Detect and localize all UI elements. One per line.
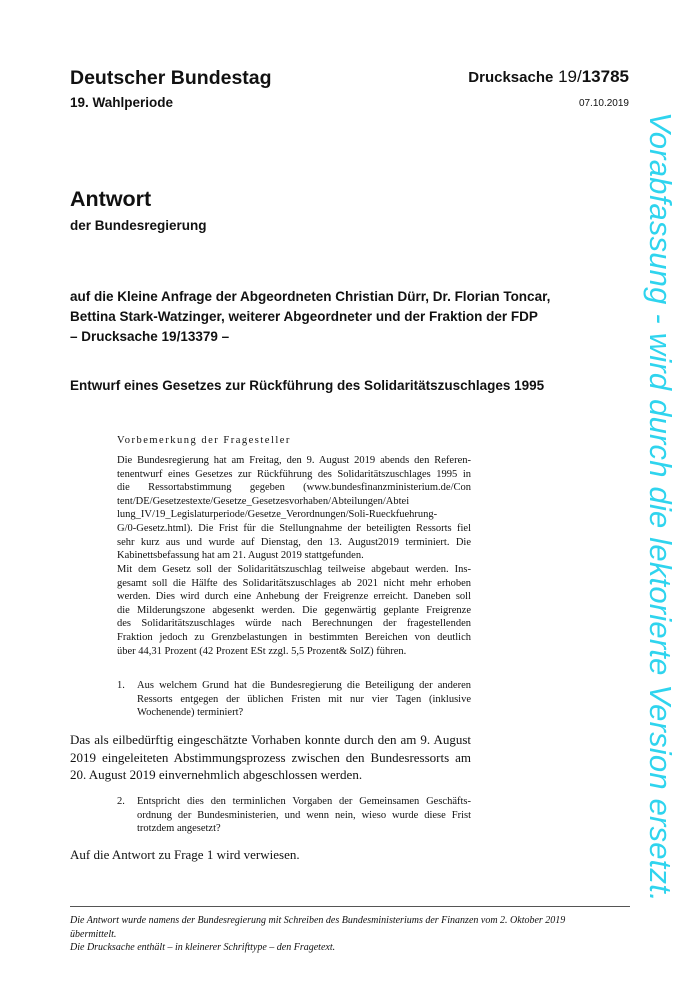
text-line: Die Bundesregierung hat am Freitag, den 9. August 2019 abends den Referen- [117, 455, 471, 466]
preliminary-remark-heading: Vorbemerkung der Fragesteller [117, 435, 291, 446]
text-line: Mit dem Gesetz soll der Solidaritätszuschlag teilweise abgebaut werden. Ins- [117, 564, 471, 575]
text-line: Kabinettsbefassung hat am 21. August 2019 stattgefunden. [117, 550, 364, 562]
drucksache-number [468, 67, 629, 87]
text-line: die Milderungszone abgesenkt werden. Die gegenwärtig geplante Freigrenze [117, 604, 471, 616]
document-subject: Entwurf eines Gesetzes zur Rückführung des Solidaritätszuschlages 1995 [70, 378, 545, 393]
document-title: Antwort [70, 187, 152, 211]
inquiry-line: – Drucksache 19/13379 – [70, 329, 230, 344]
text-line: G/0-Gesetz.html). Die Frist für die Stellungnahme der beteiligten Ressorts fiel [117, 522, 471, 534]
text-line: 2019 eingeleiteten Abstimmungsprozess zwischen den Bundesressorts am [70, 749, 471, 765]
text-line: tent/DE/Gesetzestexte/Gesetze_Gesetzesvorhaben/Abteilungen/Abtei [117, 495, 410, 507]
text-line: lung_IV/19_Legislaturperiode/Gesetze_Verordnungen/Soli-Rueckfuehrung- [117, 509, 438, 521]
drucksache-label: Drucksache [468, 69, 554, 86]
drucksache-period: 19/ [558, 67, 582, 86]
wahlperiode: 19. Wahlperiode [70, 95, 174, 110]
answer-2: Auf die Antwort zu Frage 1 wird verwiesen. [70, 847, 300, 862]
text-line: Ressorts entgegen der üblichen Fristen mit nur vier Tagen (inklusive [137, 693, 471, 705]
question-2 [117, 795, 471, 836]
footer-note [70, 914, 640, 955]
document-subtitle: der Bundesregierung [70, 218, 207, 233]
answer-1 [70, 731, 471, 784]
watermark-text: Vorabfassung - wird durch die lektorierte Version ersetzt. [643, 112, 678, 902]
text-line: ordnung der Bundesministerien, und wenn nein, wieso wurde diese Frist [137, 809, 471, 821]
text-line: die Ressortabstimmung gegeben (www.bundesfinanzministerium.de/Con [117, 482, 471, 494]
footer-line: übermittelt. [70, 928, 117, 940]
text-line: des Solidaritätszuschlages würde nach Berechnungen der fragestellenden [117, 618, 471, 630]
inquiry-reference [70, 287, 630, 347]
inquiry-line: Bettina Stark-Watzinger, weiterer Abgeordneter und der Fraktion der FDP [70, 309, 538, 324]
preliminary-remark-paragraph-2 [117, 563, 471, 658]
preliminary-version-watermark [638, 112, 678, 902]
document-date: 07.10.2019 [578, 98, 629, 109]
text-line: sehr kurz aus und wurde auf Dienstag, den 13. August2019 terminiert. Die [117, 536, 471, 548]
question-1 [117, 679, 471, 720]
footer-line: Die Antwort wurde namens der Bundesregierung mit Schreiben des Bundesministeriums der Finanzen vom 2. Oktober 2019 [70, 915, 566, 926]
text-line: über 44,31 Prozent (42 Prozent ESt zzgl. 5,5 Prozent& SolZ) führen. [117, 645, 407, 657]
text-line: 20. August 2019 einvernehmlich abgeschlossen werden. [70, 767, 363, 782]
parliament-name: Deutscher Bundestag [70, 67, 272, 89]
text-line: Entspricht dies den terminlichen Vorgaben der Gemeinsamen Geschäfts- [137, 796, 471, 807]
text-line: gesamt soll die Hälfte des Solidaritätszuschlages ab 2021 nicht mehr erhoben [117, 577, 471, 589]
text-line: Das als eilbedürftig eingeschätzte Vorhaben konnte durch den am 9. August [70, 732, 471, 747]
preliminary-remark-paragraph-1 [117, 454, 471, 563]
drucksache-id: 13785 [581, 67, 629, 86]
text-line: Fraktion jedoch zu Grenzbelastungen in bestimmten Bereichen von deutlich [117, 631, 471, 643]
text-line: trotzdem angesetzt? [137, 823, 221, 835]
text-line: Aus welchem Grund hat die Bundesregierung die Beteiligung der anderen [137, 680, 471, 691]
text-line: werden. Dies wird durch eine Anhebung der Freigrenze erreicht. Daneben soll [117, 591, 471, 603]
text-line: tenentwurf eines Gesetzes zur Rückführung des Solidaritätszuschlages 1995 in [117, 468, 471, 480]
footer-divider [70, 906, 630, 907]
inquiry-line: auf die Kleine Anfrage der Abgeordneten Christian Dürr, Dr. Florian Toncar, [70, 289, 551, 304]
question-number: 2. [117, 796, 125, 807]
question-number: 1. [117, 680, 125, 691]
text-line: Wochenende) terminiert? [137, 707, 244, 719]
footer-line: Die Drucksache enthält – in kleinerer Schrifttype – den Fragetext. [70, 942, 336, 953]
